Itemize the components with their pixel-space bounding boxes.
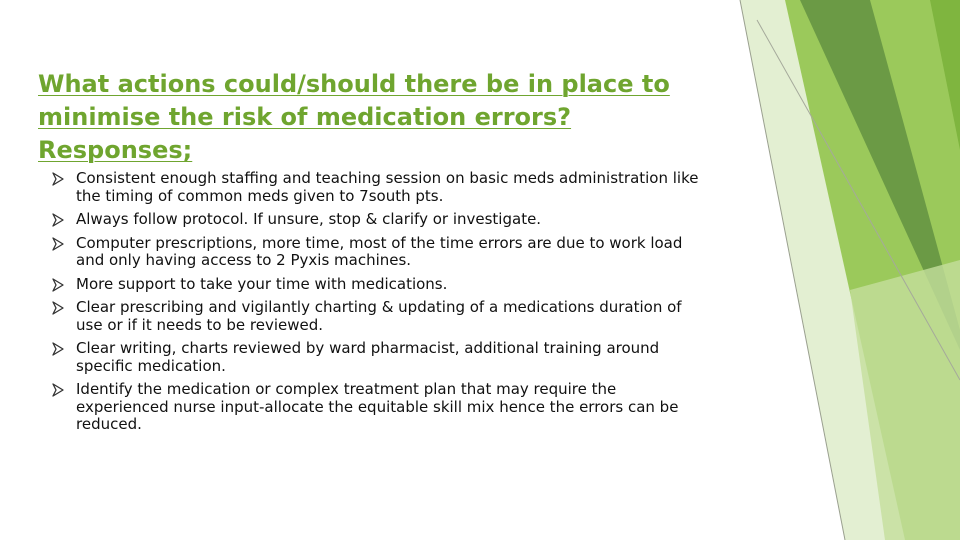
bullet-text: Identify the medication or complex treatment plan that may require the experienced nurse input-allocate the equitable skill mix hence the errors can be reduced. [76, 380, 679, 433]
bullet-item [52, 381, 712, 434]
arrow-bullet-icon [52, 383, 64, 397]
arrow-bullet-icon [52, 213, 64, 227]
bullet-text: Consistent enough staffing and teaching session on basic meds administration like the timing of common meds given to 7south pts. [76, 169, 699, 205]
arrow-bullet-icon [52, 342, 64, 356]
bullet-text: Computer prescriptions, more time, most of the time errors are due to work load and only having access to 2 Pyxis machines. [76, 233, 683, 269]
arrow-bullet-icon [52, 301, 64, 315]
bullet-item [52, 299, 712, 334]
bullet-item [52, 340, 712, 375]
bullet-text: Always follow protocol. If unsure, stop & clarify or investigate. [76, 210, 542, 228]
bullet-item [52, 170, 712, 205]
bullet-text: Clear prescribing and vigilantly charting & updating of a medications duration of use or if it needs to be reviewed. [76, 298, 682, 334]
arrow-bullet-icon [52, 278, 64, 292]
bullet-list [52, 170, 712, 440]
bullet-item [52, 211, 712, 229]
arrow-bullet-icon [52, 237, 64, 251]
bullet-text: More support to take your time with medications. [76, 274, 448, 293]
arrow-bullet-icon [52, 172, 64, 186]
bullet-text: Clear writing, charts reviewed by ward pharmacist, additional training around specific medication. [76, 339, 660, 375]
bullet-item [52, 276, 712, 294]
slide-title: What actions could/should there be in place to minimise the risk of medication errors? Responses; [38, 70, 670, 164]
bullet-item [52, 235, 712, 270]
